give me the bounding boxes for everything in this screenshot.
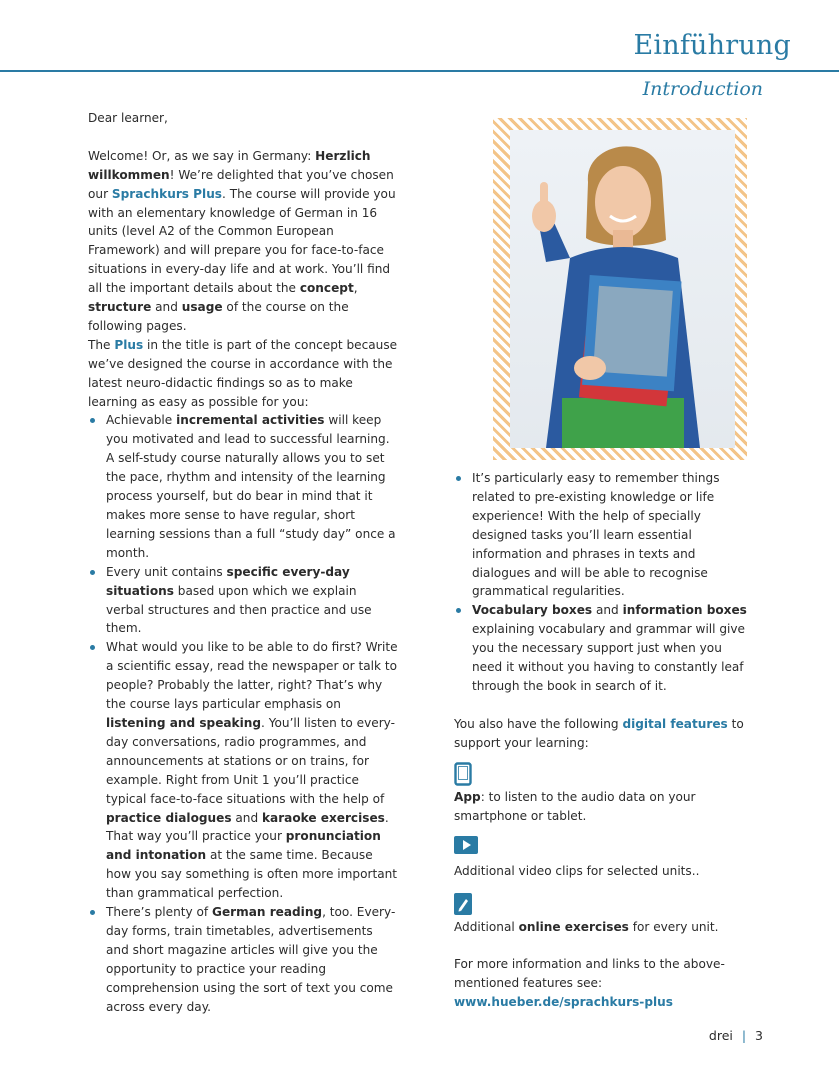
intro-paragraph: Welcome! Or, as we say in Germany: Herzlich willkommen! We’re delighted that you’ve chosen our Sprachkurs Plus. The course will provide you with an elementary knowledge of German in 16 units (level A2 of the Common European Framework) and will prepare you for face-to-face situations in every-day life and at work. You’ll find all the important details about the concept, structure and usage of the course on the following pages. xyxy=(88,148,396,333)
list-item: What would you like to be able to do first? Write a scientific essay, read the newspaper or talk to people? Probably the latter, right? That’s why the course lays particular emphasis on listening and speaking. You’ll listen to every-day conversations, radio programmes, and announcements at stations or on trains, for example. Right from Unit 1 you’ll practice typical face-to-face situations with the help of practice dialogues and karaoke exercises. That way you’ll practice your pronunciation and intonation at the same time. Because how you say something is often more important than grammatical perfection. xyxy=(88,638,398,903)
hueber-link[interactable]: www.hueber.de/sprachkurs-plus xyxy=(454,994,673,1009)
page-footer xyxy=(709,1028,763,1043)
list-item: Vocabulary boxes and information boxes explaining vocabulary and grammar will give you the necessary support just when you need it without you having to constantly leaf through the book in search of it. xyxy=(454,601,754,696)
page-number: 3 xyxy=(755,1028,763,1043)
page-word: drei xyxy=(708,1028,733,1043)
digital-features-intro: You also have the following digital features to support your learning: xyxy=(454,716,744,750)
page-title-german: Einführung xyxy=(633,30,791,61)
list-item: Every unit contains specific every-day situations based upon which we explain verbal structures and then practice and use them. xyxy=(88,563,398,639)
page-separator: | xyxy=(741,1028,747,1043)
video-play-icon xyxy=(454,836,478,858)
list-item: It’s particularly easy to remember things related to pre-existing knowledge or life experience! With the help of specially designed tasks you’ll learn essential information and phrases in texts and dialogues and will be able to recognise grammatical regularities. xyxy=(454,469,754,601)
smartphone-icon xyxy=(454,762,472,790)
feature-video: Additional video clips for selected units.. xyxy=(454,864,700,878)
course-name: Sprachkurs Plus xyxy=(111,186,223,201)
pen-exercise-icon xyxy=(454,893,472,919)
greeting: Dear learner, xyxy=(88,111,168,125)
list-item: Achievable incremental activities will keep you motivated and lead to successful learning. A self-study course naturally allows you to set the pace, rhythm and intensity of the learning process yourself, but do bear in mind that it makes more sense to have regular, short learning sessions than a full “study day” once a month. xyxy=(88,411,398,562)
left-column xyxy=(88,109,398,1016)
left-bullet-list xyxy=(88,411,398,1016)
feature-app: App: to listen to the audio data on your smartphone or tablet. xyxy=(454,790,696,823)
header-rule xyxy=(0,70,839,72)
list-item: There’s plenty of German reading, too. Every-day forms, train timetables, advertisements and short magazine articles will give you the opportunity to practice your reading comprehension using the sort of text you come across every day. xyxy=(88,903,398,1016)
plus-paragraph: The Plus in the title is part of the concept because we’ve designed the course in accordance with the latest neuro-didactic findings so as to make learning as easy as possible for you: xyxy=(88,337,398,409)
feature-online-exercises: Additional online exercises for every unit. xyxy=(454,920,719,934)
more-info: For more information and links to the above-mentioned features see: www.hueber.de/sprachkurs-plus xyxy=(454,957,725,1009)
learner-photo xyxy=(510,130,735,448)
right-column xyxy=(454,469,754,753)
right-bullet-list xyxy=(454,469,754,696)
page-title-english: Introduction xyxy=(642,78,763,100)
